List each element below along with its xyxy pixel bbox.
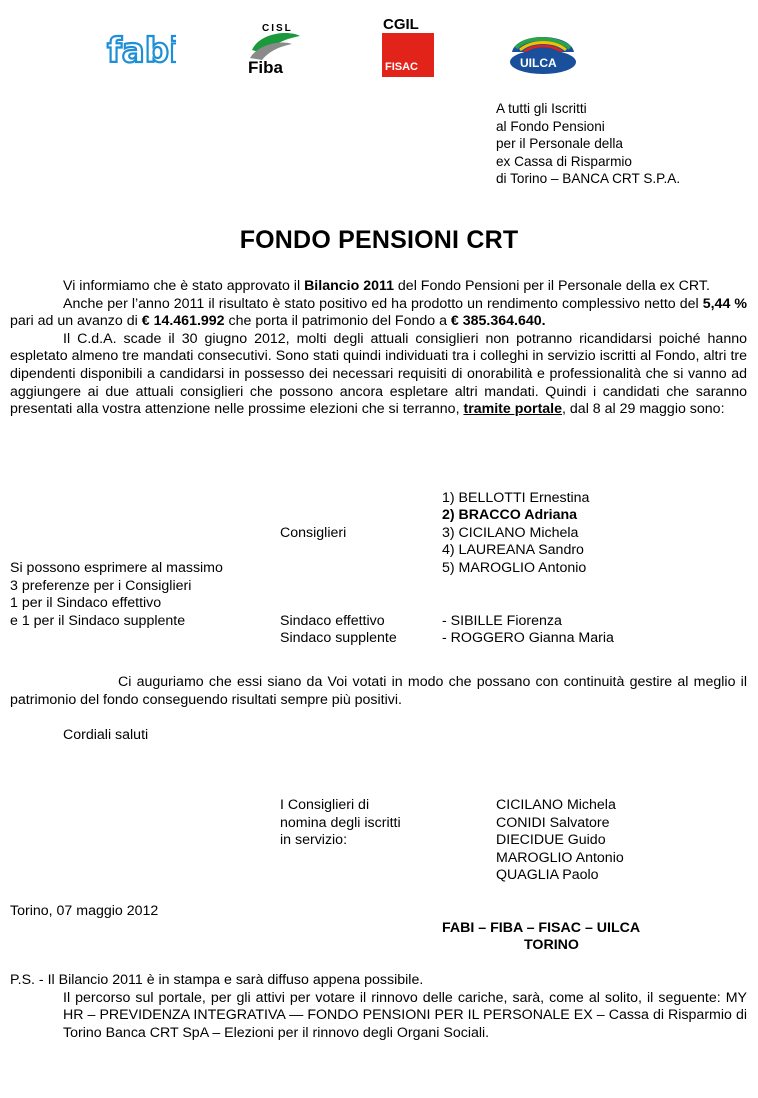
signer-name: CONIDI Salvatore xyxy=(496,815,610,831)
fiba-logo-top: CISL xyxy=(262,23,293,34)
text-run: Il C.d.A. scade il 30 giugno 2012, molti degli attuali consiglieri non potranno ricandidarsi poiché hanno espletato almeno tre mandati consecutivi. Sono stati quindi individuati tra i colleghi in servizio iscritti al Fondo, altri tre dipendenti disponibili a candidarsi in possesso dei necessari requisiti di onorabilità e professionalità che si vanno ad aggiungere ai due attuali consiglieri che possono ancora espletare altri mandati. Quindi i candidati che saranno presentati alla vostra attenzione nelle prossime elezioni che si terranno, xyxy=(10,330,747,418)
fiba-logo xyxy=(246,20,304,76)
address-line: di Torino – BANCA CRT S.P.A. xyxy=(496,171,681,187)
candidate-item: 4) LAUREANA Sandro xyxy=(442,542,584,558)
text-run: pari ad un avanzo di xyxy=(10,313,142,330)
bold-run: € 385.364.640. xyxy=(450,313,546,330)
fiba-logo-bottom: Fiba xyxy=(248,58,283,76)
fabi-logo-text: fabi xyxy=(107,31,176,70)
greeting: Cordiali saluti xyxy=(63,727,149,743)
preferences-line: 3 preferenze per i Consiglieri xyxy=(10,578,192,594)
signers-label: nomina degli iscritti xyxy=(280,815,401,831)
postscript xyxy=(10,972,747,1042)
candidate-item: 3) CICILANO Michela xyxy=(442,525,579,541)
paragraph-elections xyxy=(10,331,747,419)
paragraph-approval xyxy=(10,278,747,296)
fabi-logo xyxy=(106,22,176,70)
signers-label: I Consiglieri di xyxy=(280,797,370,813)
address-line: A tutti gli Iscritti xyxy=(496,101,587,116)
sindaco-effettivo-name: - SIBILLE Fiorenza xyxy=(442,613,562,629)
signer-name: CICILANO Michela xyxy=(496,797,616,813)
ps-portal-path: Il percorso sul portale, per gli attivi per votare il rinnovo delle cariche, sarà, come al solito, il seguente: MY HR – PREVIDENZA INTEGRATIVA — FONDO PENSIONI PER IL PERSONALE EX – Cassa di Risparmio di Torino Banca CRT SpA – Elezioni per il rinnovo degli Organi Sociali. xyxy=(63,989,747,1041)
sindaco-supplente-label: Sindaco supplente xyxy=(280,630,397,646)
address-line: ex Cassa di Risparmio xyxy=(496,153,632,169)
city-signature: TORINO xyxy=(524,937,579,953)
uilca-logo-text: UILCA xyxy=(520,56,557,70)
bold-run: Bilancio 2011 xyxy=(304,278,394,294)
recipient-address xyxy=(496,100,680,188)
address-line: per il Personale della xyxy=(496,136,623,152)
signers-label: in servizio: xyxy=(280,832,348,848)
preferences-line: Si possono esprimere al massimo xyxy=(10,560,223,576)
unions-signature: FABI – FIBA – FISAC – UILCA xyxy=(442,920,641,936)
text-run: , dal 8 al 29 maggio sono: xyxy=(562,401,725,418)
bold-run: € 14.461.992 xyxy=(141,313,225,330)
signer-name: MAROGLIO Antonio xyxy=(496,850,624,866)
text-run: Anche per l’anno 2011 il risultato è stato positivo ed ha prodotto un rendimento complessivo netto del xyxy=(63,295,703,312)
consiglieri-label: Consiglieri xyxy=(280,525,347,541)
preferences-line: 1 per il Sindaco effettivo xyxy=(10,595,162,611)
fisac-logo-text: FISAC xyxy=(385,61,418,73)
cgil-logo-top: CGIL xyxy=(383,16,419,33)
body-text xyxy=(10,278,747,419)
place-date: Torino, 07 maggio 2012 xyxy=(10,903,159,919)
text-run: Vi informiamo che è stato approvato il xyxy=(63,278,305,294)
ps-line: P.S. - Il Bilancio 2011 è in stampa e sarà diffuso appena possibile. xyxy=(10,972,424,988)
address-line: al Fondo Pensioni xyxy=(496,118,605,134)
candidate-item: 5) MAROGLIO Antonio xyxy=(442,560,587,576)
bold-run: 5,44 % xyxy=(702,295,748,312)
paragraph-result xyxy=(10,296,747,331)
signer-name: QUAGLIA Paolo xyxy=(496,867,599,883)
uilca-logo xyxy=(506,28,580,76)
cgil-fisac-logo xyxy=(381,16,435,78)
preferences-line: e 1 per il Sindaco supplente xyxy=(10,613,186,629)
underlined-run: tramite portale xyxy=(463,401,563,418)
wish-text: Ci auguriamo che essi siano da Voi votati in modo che possano con continuità gestire al meglio il patrimonio del fondo conseguendo risultati sempre più positivi. xyxy=(10,674,747,708)
closing-paragraph xyxy=(10,674,747,709)
document-title: FONDO PENSIONI CRT xyxy=(239,226,519,254)
text-run: che porta il patrimonio del Fondo a xyxy=(224,313,451,330)
sindaco-effettivo-label: Sindaco effettivo xyxy=(280,613,385,629)
sindaco-supplente-name: - ROGGERO Gianna Maria xyxy=(442,630,614,646)
candidate-item: 2) BRACCO Adriana xyxy=(442,507,578,523)
signer-name: DIECIDUE Guido xyxy=(496,832,606,848)
text-run: del Fondo Pensioni per il Personale della ex CRT. xyxy=(393,278,710,294)
candidate-item: 1) BELLOTTI Ernestina xyxy=(442,490,590,506)
